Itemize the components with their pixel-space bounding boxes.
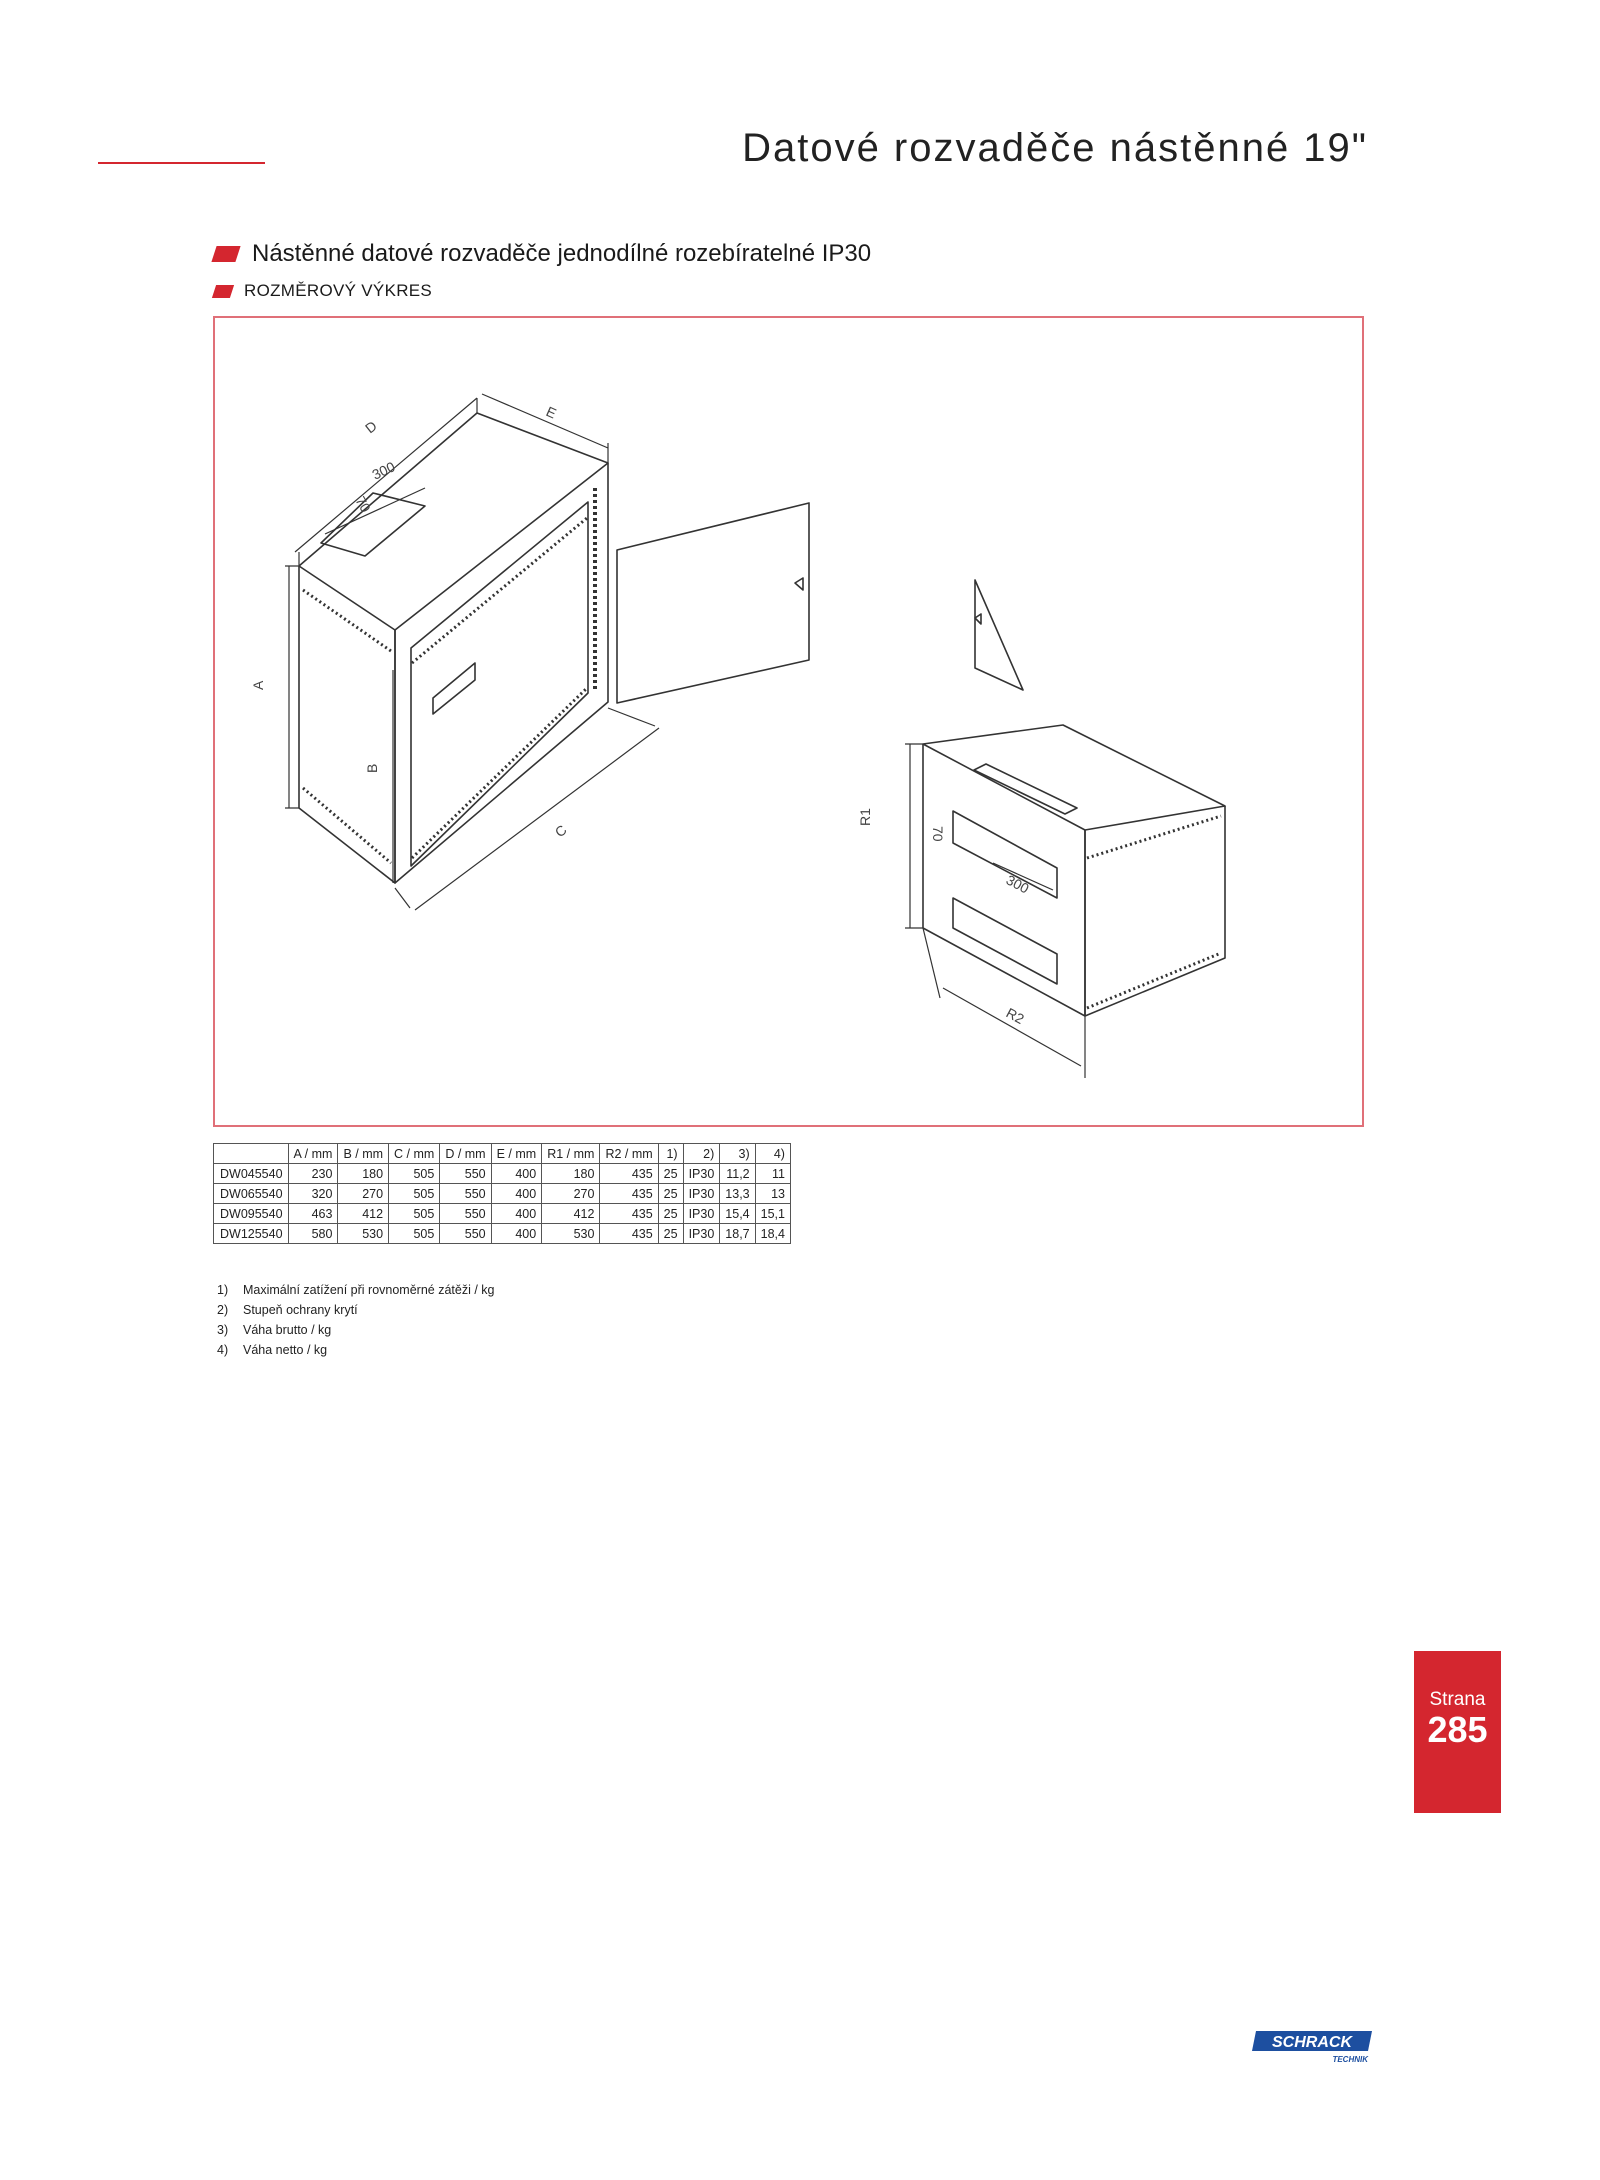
footnote-key: 4) bbox=[217, 1343, 229, 1357]
footnote-text: Stupeň ochrany krytí bbox=[243, 1303, 358, 1317]
section-subheading bbox=[214, 281, 432, 301]
cabinet1-door bbox=[617, 503, 809, 703]
table-cell: 13 bbox=[755, 1184, 790, 1204]
table-cell: 463 bbox=[288, 1204, 338, 1224]
table-cell-model: DW045540 bbox=[214, 1164, 289, 1184]
section-subheading-text: ROZMĚROVÝ VÝKRES bbox=[244, 281, 433, 300]
table-cell: 230 bbox=[288, 1164, 338, 1184]
cabinet1-front bbox=[395, 463, 608, 883]
dim-label-a: A bbox=[250, 680, 266, 690]
table-cell: 18,7 bbox=[720, 1224, 755, 1244]
table-cell: 25 bbox=[658, 1204, 683, 1224]
table-cell: 435 bbox=[600, 1164, 658, 1184]
red-bullet-icon bbox=[211, 246, 240, 262]
table-cell-model: DW125540 bbox=[214, 1224, 289, 1244]
table-header-cell: D / mm bbox=[440, 1144, 491, 1164]
table-cell: IP30 bbox=[683, 1224, 720, 1244]
dim-label-r1: R1 bbox=[857, 808, 873, 826]
table-cell: 25 bbox=[658, 1224, 683, 1244]
footnote-item bbox=[217, 1280, 495, 1300]
side-panel bbox=[975, 580, 1023, 690]
table-row bbox=[214, 1204, 791, 1224]
dim-label-70: 70 bbox=[352, 493, 375, 515]
dim-label-r2: R2 bbox=[1003, 1004, 1027, 1028]
dim-300-line bbox=[325, 488, 425, 534]
table-cell: 550 bbox=[440, 1224, 491, 1244]
dimension-drawing-frame bbox=[213, 316, 1364, 1127]
table-cell: 400 bbox=[491, 1224, 542, 1244]
cabinet1-rail bbox=[412, 518, 587, 858]
table-row bbox=[214, 1184, 791, 1204]
page-number: 285 bbox=[1427, 1709, 1488, 1750]
dim-label-d: D bbox=[361, 417, 380, 437]
dim-label-300b: 300 bbox=[1003, 871, 1032, 897]
table-cell: 400 bbox=[491, 1164, 542, 1184]
table-header-row bbox=[214, 1144, 791, 1164]
footnotes bbox=[217, 1280, 495, 1360]
dim-e-line bbox=[482, 394, 608, 463]
dim-label-300: 300 bbox=[369, 458, 398, 483]
table-cell: 530 bbox=[338, 1224, 389, 1244]
table-cell: 530 bbox=[542, 1224, 600, 1244]
cabinet1-side bbox=[299, 566, 395, 883]
table-cell: 505 bbox=[389, 1164, 440, 1184]
footnote-text: Váha brutto / kg bbox=[243, 1323, 332, 1337]
logo-name: SCHRACK bbox=[1272, 2034, 1352, 2051]
footnote-item bbox=[217, 1320, 495, 1340]
dim-c-line bbox=[395, 708, 659, 910]
table-header-cell: 4) bbox=[755, 1144, 790, 1164]
table-cell: 412 bbox=[542, 1204, 600, 1224]
table-cell: 505 bbox=[389, 1204, 440, 1224]
side-panel-lock-icon bbox=[975, 614, 981, 624]
dimension-table bbox=[213, 1143, 791, 1244]
dim-label-e: E bbox=[543, 403, 559, 422]
table-cell-model: DW065540 bbox=[214, 1184, 289, 1204]
cabinet1-top bbox=[299, 413, 608, 630]
page-label: Strana bbox=[1429, 1689, 1486, 1710]
table-cell: 25 bbox=[658, 1184, 683, 1204]
cabinet1-cutout bbox=[433, 663, 475, 714]
footnote-key: 1) bbox=[217, 1283, 229, 1297]
section-heading-text: Nástěnné datové rozvaděče jednodílné rozebíratelné IP30 bbox=[252, 240, 872, 267]
table-cell-model: DW095540 bbox=[214, 1204, 289, 1224]
table-header-cell: 2) bbox=[683, 1144, 720, 1164]
dim-label-70b: 70 bbox=[930, 826, 946, 842]
cabinet1-opening bbox=[411, 502, 588, 866]
footnote-text: Maximální zatížení při rovnoměrné zátěži / kg bbox=[243, 1283, 495, 1297]
table-row bbox=[214, 1224, 791, 1244]
table-cell: IP30 bbox=[683, 1164, 720, 1184]
table-cell: 13,3 bbox=[720, 1184, 755, 1204]
dim-label-b: B bbox=[364, 763, 380, 773]
schrack-logo bbox=[1250, 2027, 1374, 2067]
door-lock-icon bbox=[795, 578, 803, 590]
table-row bbox=[214, 1164, 791, 1184]
table-cell: 550 bbox=[440, 1184, 491, 1204]
table-cell: 15,4 bbox=[720, 1204, 755, 1224]
cabinet2-top bbox=[923, 725, 1225, 830]
footnote-text: Váha netto / kg bbox=[243, 1343, 328, 1357]
cabinet2-perforation bbox=[1087, 816, 1221, 1008]
table-cell: 320 bbox=[288, 1184, 338, 1204]
footnote-item bbox=[217, 1340, 495, 1360]
table-cell: 15,1 bbox=[755, 1204, 790, 1224]
table-cell: IP30 bbox=[683, 1204, 720, 1224]
page-number-box bbox=[1414, 1651, 1501, 1813]
header-accent-rule bbox=[98, 162, 265, 164]
dimension-drawing bbox=[215, 318, 1366, 1129]
table-cell: 412 bbox=[338, 1204, 389, 1224]
cabinet2-top-slot bbox=[974, 764, 1077, 814]
table-cell: 11,2 bbox=[720, 1164, 755, 1184]
logo-sub: TECHNIK bbox=[1332, 2055, 1368, 2064]
table-header-cell bbox=[214, 1144, 289, 1164]
table-cell: 550 bbox=[440, 1204, 491, 1224]
table-header-cell: 3) bbox=[720, 1144, 755, 1164]
table-header-cell: R2 / mm bbox=[600, 1144, 658, 1164]
table-header-cell: B / mm bbox=[338, 1144, 389, 1164]
section-heading bbox=[214, 240, 871, 268]
dim-label-c: C bbox=[551, 821, 570, 841]
table-cell: 435 bbox=[600, 1224, 658, 1244]
table-header-cell: E / mm bbox=[491, 1144, 542, 1164]
table-cell: 18,4 bbox=[755, 1224, 790, 1244]
red-bullet-icon bbox=[212, 285, 234, 298]
table-cell: 400 bbox=[491, 1204, 542, 1224]
table-cell: 435 bbox=[600, 1204, 658, 1224]
table-header-cell: 1) bbox=[658, 1144, 683, 1164]
table-cell: 180 bbox=[338, 1164, 389, 1184]
table-cell: 400 bbox=[491, 1184, 542, 1204]
footnote-key: 3) bbox=[217, 1323, 229, 1337]
footnote-key: 2) bbox=[217, 1303, 229, 1317]
table-cell: 270 bbox=[542, 1184, 600, 1204]
table-cell: 180 bbox=[542, 1164, 600, 1184]
dim-a-line bbox=[285, 566, 299, 808]
dim-r1-line bbox=[905, 744, 923, 928]
table-header-cell: C / mm bbox=[389, 1144, 440, 1164]
table-cell: 505 bbox=[389, 1224, 440, 1244]
table-cell: 550 bbox=[440, 1164, 491, 1184]
footnote-item bbox=[217, 1300, 495, 1320]
table-cell: 270 bbox=[338, 1184, 389, 1204]
table-header-cell: R1 / mm bbox=[542, 1144, 600, 1164]
table-cell: 580 bbox=[288, 1224, 338, 1244]
table-cell: 435 bbox=[600, 1184, 658, 1204]
table-cell: 505 bbox=[389, 1184, 440, 1204]
table-cell: IP30 bbox=[683, 1184, 720, 1204]
table-header-cell: A / mm bbox=[288, 1144, 338, 1164]
table-cell: 11 bbox=[755, 1164, 790, 1184]
cabinet2-lower-slot bbox=[953, 898, 1057, 984]
table-cell: 25 bbox=[658, 1164, 683, 1184]
page-title: Datové rozvaděče nástěnné 19" bbox=[742, 126, 1368, 170]
